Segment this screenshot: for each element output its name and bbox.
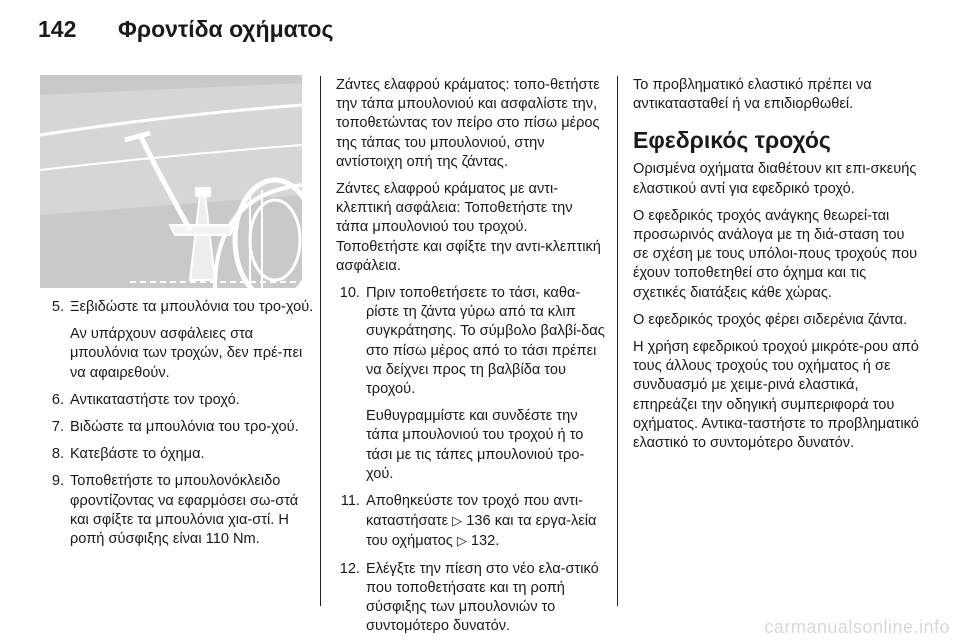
step-number: 6. — [51, 391, 64, 408]
column-divider — [320, 76, 321, 606]
column-3 — [633, 76, 923, 461]
paragraph: Το προβληματικό ελαστικό πρέπει να αντικατασταθεί ή να επιδιορθωθεί. — [633, 77, 872, 113]
watermark: carmanualsonline.info — [764, 617, 950, 637]
column-divider — [617, 76, 618, 606]
paragraph: Ο εφεδρικός τροχός φέρει σιδερένια ζάντα. — [633, 311, 908, 328]
page-number: 142 — [38, 16, 77, 42]
step-note: Αν υπάρχουν ασφάλειες στα μπουλόνια των τροχών, δεν πρέ-πει να αφαιρεθούν. — [70, 326, 303, 381]
step-7 — [40, 418, 315, 437]
step-number: 10. — [339, 285, 360, 302]
step-number: 9. — [51, 473, 64, 490]
step-text: Ξεβιδώστε τα μπουλόνια του τρο-χού. — [70, 299, 314, 315]
paragraph: Ορισμένα οχήματα διαθέτουν κιτ επι-σκευής ελαστικού αντί για εφεδρικό τροχό. — [633, 161, 917, 197]
page-ref-icon[interactable]: ▷ — [456, 533, 467, 549]
step-8 — [40, 445, 315, 464]
step-12 — [336, 560, 608, 637]
step-number: 5. — [51, 299, 64, 315]
step-text: Ελέγξτε την πίεση στο νέο ελα-στικό που τοποθετήσατε και τη ροπή σύσφιξης των μπουλονιών το συντομότερο δυνατόν. — [366, 560, 599, 635]
step-number: 12. — [339, 560, 360, 577]
step-text: Τοποθετήστε το μπουλονόκλειδο φροντίζοντας να εφαρμόσει σω-στά και σφίξτε τα μπουλόνια χια-στί. Η ροπή σύσφιξης είναι 110 Nm. — [70, 473, 299, 548]
column-2 — [336, 76, 608, 644]
step-note: Ευθυγραμμίστε και συνδέστε την τάπα μπουλονιού του τροχού ή το τάσι με τις τάπες μπουλονιού τρο-χού. — [366, 408, 585, 482]
paragraph: Ζάντες ελαφρού κράματος: τοπο-θετήστε την τάπα μπουλονιού και ασφαλίστε την, τοποθετώντας τον πείρο στο πίσω μέρος της τάπας του μπουλονιού, στην αντίστοιχη οπή της ζάντας. — [336, 77, 600, 170]
section-heading: Εφεδρικός τροχός — [633, 127, 831, 154]
step-11 — [336, 492, 608, 552]
step-6 — [40, 391, 315, 410]
step-text: Βιδώστε τα μπουλόνια του τρο-χού. — [70, 419, 299, 436]
paragraph: Ο εφεδρικός τροχός ανάγκης θεωρεί-ται προσωρινός ανάλογα με τη διά-σταση του σε σχέση με τους υπόλοι-πους τροχούς που έχουν τοποθετηθεί στο όχημα και τις σχετικές διατάξεις κάθε χώρας. — [633, 207, 918, 301]
step-text: Αποθηκεύστε τον τροχό που αντι-καταστήσατε ▷ 136 και τα εργα-λεία του οχήματος ▷ 132. — [366, 493, 597, 550]
column-1 — [40, 298, 315, 557]
step-text: Κατεβάστε το όχημα. — [70, 446, 205, 463]
step-10 — [336, 284, 608, 484]
step-number: 8. — [51, 446, 64, 463]
page-ref-link[interactable]: 132. — [470, 533, 500, 550]
step-text: Αντικαταστήστε τον τροχό. — [70, 391, 240, 408]
page-title: Φροντίδα οχήματος — [118, 16, 334, 42]
step-number: 7. — [51, 419, 64, 436]
page-ref-icon[interactable]: ▷ — [452, 513, 463, 529]
paragraph: Ζάντες ελαφρού κράματος με αντι-κλεπτική ασφάλεια: Τοποθετήστε την τάπα μπουλονιού του τροχού. Τοποθετήστε και σφίξτε την αντι-κλεπτική ασφάλεια. — [336, 181, 601, 274]
jack-illustration — [40, 75, 302, 288]
step-number: 11. — [340, 493, 360, 510]
step-5 — [40, 298, 315, 383]
step-text: Πριν τοποθετήσετε το τάσι, καθα-ρίστε τη ζάντα γύρω από τα κλιπ συγκράτησης. Το σύμβολο βαλβί-δας στο πίσω μέρος από το τάσι πρέπει να δείχνει προς τη βαλβίδα του τροχού. — [366, 285, 605, 398]
page-header — [0, 0, 960, 60]
paragraph: Η χρήση εφεδρικού τροχού μικρότε-ρου από τους άλλους τροχούς του οχήματος ή σε συνδυασμό με χειμε-ρινά ελαστικά, επηρεάζει την οδηγική συμπεριφορά του οχήματος. Αντικα-ταστήστε το προβληματικό ελαστικό το συντομότερο δυνατόν. — [633, 339, 919, 452]
page-ref-link[interactable]: 136 — [466, 513, 491, 530]
step-9 — [40, 472, 315, 549]
